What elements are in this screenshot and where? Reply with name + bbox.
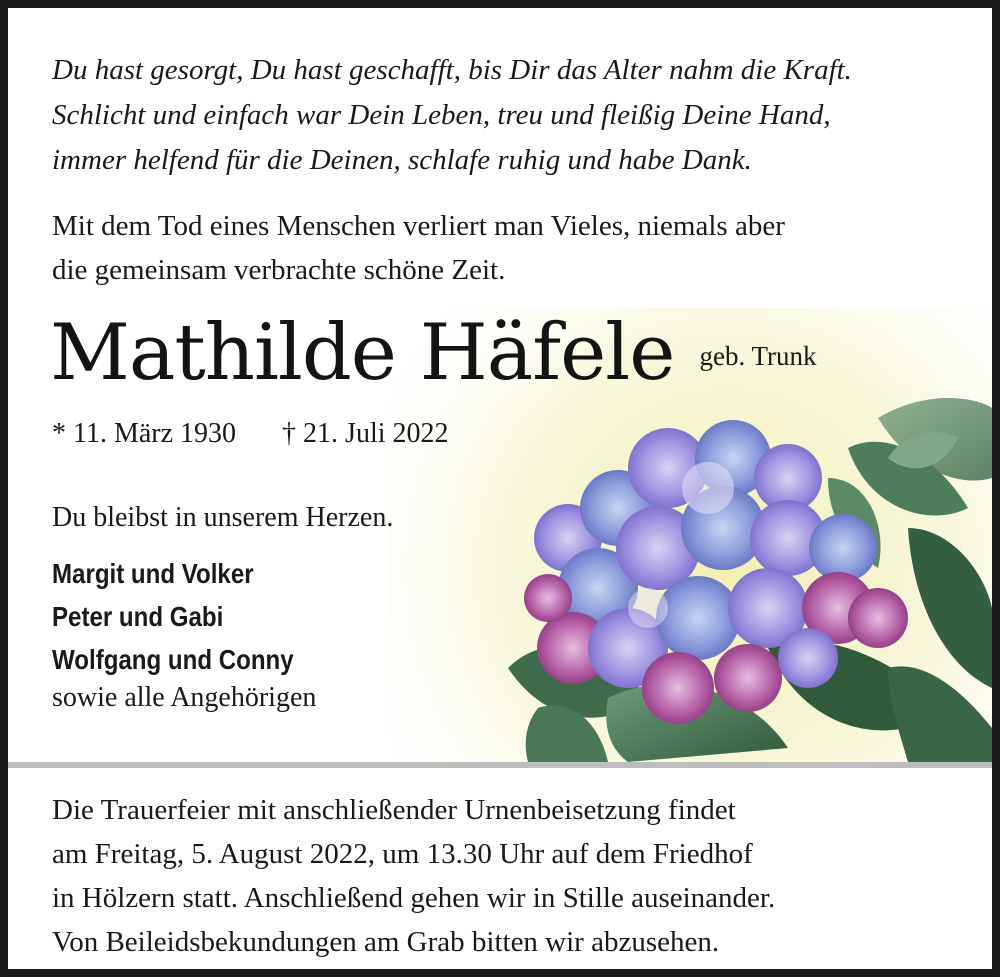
relatives-line: sowie alle Angehörigen (52, 682, 317, 713)
farewell-line: Du bleibst in unserem Herzen. (52, 502, 394, 533)
ceremony-line: Die Trauerfeier mit anschließender Urnenbeisetzung findet (52, 794, 736, 826)
name-row (50, 308, 817, 398)
upper-section (8, 8, 992, 762)
ceremony-line: Von Beileidsbekundungen am Grab bitten wir abzusehen. (52, 926, 720, 958)
poem (52, 48, 972, 183)
death-date: † 21. Juli 2022 (282, 418, 449, 449)
birth-date: * 11. März 1930 (52, 418, 237, 449)
poem-line: Du hast gesorgt, Du hast geschafft, bis Dir das Alter nahm die Kraft. (52, 54, 852, 86)
ceremony-line: am Freitag, 5. August 2022, um 13.30 Uhr auf dem Friedhof (52, 838, 753, 870)
family-member: Margit und Volker (52, 558, 254, 589)
quote (52, 204, 785, 292)
poem-line: immer helfend für die Deinen, schlafe ruhig und habe Dank. (52, 144, 752, 176)
ceremony-line: in Hölzern statt. Anschließend gehen wir in Stille auseinander. (52, 882, 776, 914)
deceased-name: Mathilde Häfele (50, 308, 675, 398)
family-member: Wolfgang und Conny (52, 644, 294, 675)
quote-line: Mit dem Tod eines Menschen verliert man Vieles, niemals aber (52, 210, 785, 242)
poem-line: Schlicht und einfach war Dein Leben, treu und fleißig Deine Hand, (52, 99, 831, 131)
life-dates (52, 418, 449, 450)
family-names (52, 552, 294, 681)
birth-name: geb. Trunk (699, 341, 817, 371)
section-divider (8, 762, 992, 768)
family-member: Peter und Gabi (52, 601, 224, 632)
quote-line: die gemeinsam verbrachte schöne Zeit. (52, 254, 506, 286)
ceremony-info (52, 788, 775, 964)
